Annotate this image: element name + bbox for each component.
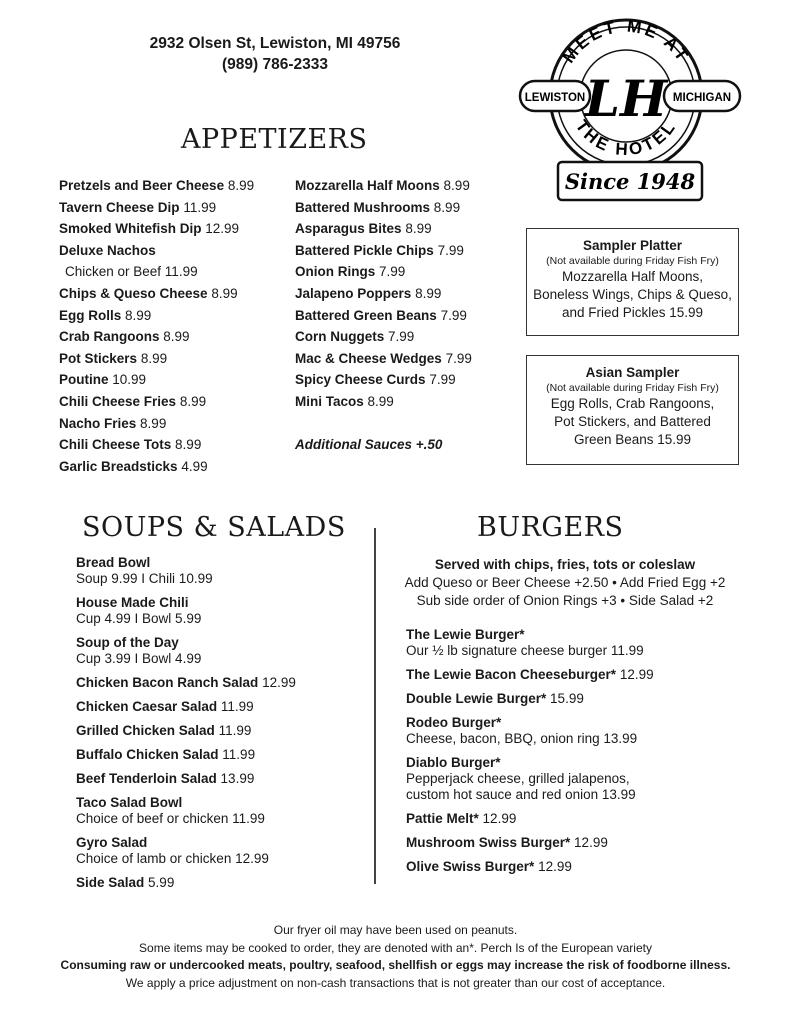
menu-item-line	[76, 723, 366, 739]
logo-monogram: LH	[584, 69, 668, 128]
logo-left-banner: LEWISTON	[524, 92, 586, 104]
menu-item	[406, 755, 746, 803]
menu-item	[59, 197, 289, 219]
menu-item-name: Double Lewie Burger*	[406, 691, 547, 706]
menu-item	[76, 747, 366, 763]
menu-item-name: Egg Rolls	[59, 307, 122, 323]
menu-item-name: Garlic Breadsticks	[59, 458, 178, 474]
menu-item	[76, 555, 366, 587]
menu-item-description: Our ½ lb signature cheese burger 11.99	[406, 643, 644, 658]
menu-item	[76, 795, 366, 827]
menu-item-price: 11.99	[220, 699, 254, 714]
sampler-platter-desc-3: and Fried Pickles 15.99	[561, 305, 704, 320]
sampler-platter-box	[526, 228, 739, 336]
menu-item	[295, 218, 520, 240]
menu-item-description: Choice of beef or chicken 11.99	[76, 811, 265, 826]
menu-item	[76, 699, 366, 715]
asian-sampler-note: (Not available during Friday Fish Fry)	[546, 382, 719, 394]
menu-item	[295, 283, 520, 305]
menu-item-price: Chicken or Beef 11.99	[65, 264, 198, 280]
menu-item	[76, 875, 366, 891]
menu-item-name: Side Salad	[76, 875, 145, 890]
asian-sampler-title: Asian Sampler	[585, 365, 680, 380]
menu-item-line	[406, 835, 746, 851]
menu-item	[76, 771, 366, 787]
menu-item	[76, 635, 366, 667]
restaurant-address-block	[120, 33, 430, 75]
menu-item-name: Chicken Bacon Ranch Salad	[76, 675, 259, 690]
menu-item-price: 8.99	[367, 393, 394, 409]
menu-item-price: 8.99	[175, 437, 202, 453]
menu-item-name: Battered Green Beans	[295, 307, 437, 323]
menu-item-name: Pretzels and Beer Cheese	[59, 178, 225, 193]
menu-item-price: 12.99	[205, 221, 240, 237]
menu-item-price: 8.99	[415, 285, 442, 301]
menu-item-description: Cup 3.99 I Bowl 4.99	[76, 651, 202, 666]
menu-item	[406, 691, 746, 707]
menu-item-name: Nacho Fries	[59, 415, 137, 431]
menu-item-price: 12.99	[574, 835, 608, 850]
menu-item	[76, 595, 366, 627]
menu-item-price: 7.99	[379, 264, 406, 280]
menu-item-price: 13.99	[220, 771, 255, 786]
menu-item-description: Cup 4.99 I Bowl 5.99	[76, 611, 202, 626]
menu-item-name: Corn Nuggets	[295, 329, 385, 345]
appetizers-right-column	[295, 175, 520, 455]
menu-item-price: 15.99	[550, 691, 584, 706]
menu-item-price: 8.99	[211, 285, 238, 301]
menu-item-description: Cheese, bacon, BBQ, onion ring 13.99	[406, 731, 638, 746]
footer-price-note: We apply a price adjustment on non-cash transactions that is not greater than our cost of acceptance.	[125, 975, 666, 990]
menu-item-line	[76, 555, 366, 571]
menu-item-name: The Lewie Burger*	[406, 627, 525, 642]
menu-item-name: Rodeo Burger*	[406, 715, 502, 730]
burgers-addons-line: Add Queso or Beer Cheese +2.50 • Add Fried Egg +2	[404, 575, 726, 590]
logo-since: Since 1948	[564, 169, 696, 194]
logo-emblem-icon	[518, 12, 744, 206]
soups-salads-list	[76, 555, 366, 899]
menu-item-price: 8.99	[443, 178, 470, 193]
menu-item	[295, 326, 520, 348]
appetizers-heading: APPETIZERS	[181, 124, 368, 155]
svg-text:MEET ME AT	[559, 17, 693, 67]
menu-item-price: 8.99	[179, 393, 207, 409]
sampler-platter-desc-2: Boneless Wings, Chips & Queso,	[533, 287, 732, 302]
menu-item-name: Battered Mushrooms	[295, 199, 431, 215]
menu-item-name: Chips & Queso Cheese	[59, 285, 208, 301]
menu-item-name: The Lewie Bacon Cheeseburger*	[406, 667, 617, 682]
menu-item	[59, 391, 289, 413]
logo-right-banner: MICHIGAN	[672, 92, 732, 104]
menu-item	[59, 175, 289, 197]
menu-item-name: Bread Bowl	[76, 555, 151, 570]
menu-item	[59, 218, 289, 240]
menu-item	[406, 715, 746, 747]
menu-item-name: Chili Cheese Fries	[59, 393, 177, 409]
appetizers-left-column	[59, 175, 289, 477]
burgers-sides-line: Served with chips, fries, tots or coleslaw	[434, 557, 696, 572]
restaurant-logo	[518, 12, 744, 206]
menu-item	[59, 434, 289, 456]
menu-item-name: Poutine	[59, 372, 109, 388]
menu-footer	[0, 922, 791, 992]
menu-item-description: Choice of lamb or chicken 12.99	[76, 851, 269, 866]
menu-item-name: Mac & Cheese Wedges	[295, 350, 442, 366]
menu-item-price: 5.99	[148, 875, 175, 890]
sampler-platter-desc-1: Mozzarella Half Moons,	[561, 269, 704, 284]
menu-item	[406, 811, 746, 827]
menu-item-price: 8.99	[433, 199, 461, 215]
menu-item	[76, 723, 366, 739]
asian-sampler-desc-1: Egg Rolls, Crab Rangoons,	[550, 396, 715, 411]
menu-item	[406, 667, 746, 683]
menu-item-price: 11.99	[218, 723, 252, 738]
menu-item-name: Diablo Burger*	[406, 755, 501, 770]
menu-item-price: 8.99	[140, 350, 168, 366]
menu-item-name: Gyro Salad	[76, 835, 148, 850]
additional-sauces-note: Additional Sauces +.50	[295, 436, 443, 452]
menu-item	[59, 326, 289, 348]
menu-item	[406, 859, 746, 875]
menu-item-price: 11.99	[222, 747, 256, 762]
sampler-platter-note: (Not available during Friday Fish Fry)	[546, 255, 719, 267]
menu-item-name: Olive Swiss Burger*	[406, 859, 535, 874]
menu-item-line	[406, 859, 746, 875]
sampler-platter-title: Sampler Platter	[582, 238, 683, 253]
menu-item	[295, 261, 520, 283]
menu-item-name: Mozzarella Half Moons	[295, 178, 440, 193]
logo-arc-top: MEET ME AT	[558, 16, 694, 67]
menu-item-line	[406, 667, 746, 683]
menu-item-name: Onion Rings	[295, 264, 376, 280]
menu-item-price: 8.99	[405, 221, 432, 237]
menu-item-price: 4.99	[181, 458, 208, 474]
street-address: 2932 Olsen St, Lewiston, MI 49756	[149, 35, 401, 52]
menu-item-price: 7.99	[440, 307, 467, 323]
burgers-intro	[380, 556, 750, 610]
menu-item-name: Pot Stickers	[59, 350, 138, 366]
menu-item-line	[406, 715, 746, 731]
menu-item	[59, 305, 289, 327]
menu-item-name: Crab Rangoons	[59, 329, 160, 345]
menu-item-name: Spicy Cheese Curds	[295, 372, 426, 388]
menu-item-price: 8.99	[227, 178, 255, 193]
menu-item-price: 11.99	[183, 199, 217, 215]
menu-item	[295, 369, 520, 391]
menu-item-line	[76, 635, 366, 651]
menu-item-name: Asparagus Bites	[295, 221, 402, 237]
menu-item-line	[406, 627, 746, 643]
column-divider	[374, 528, 376, 884]
menu-item	[59, 456, 289, 478]
menu-item-price: 8.99	[140, 415, 167, 431]
menu-item-price: 10.99	[112, 372, 147, 388]
menu-item-name: House Made Chili	[76, 595, 189, 610]
burgers-list	[406, 627, 746, 883]
menu-item-description: Soup 9.99 I Chili 10.99	[76, 571, 213, 586]
phone-number[interactable]: (989) 786-2333	[222, 56, 328, 73]
menu-item-name: Pattie Melt*	[406, 811, 479, 826]
menu-item-line	[76, 835, 366, 851]
menu-item-line	[76, 699, 366, 715]
menu-item-name: Jalapeno Poppers	[295, 285, 412, 301]
menu-item	[295, 197, 520, 219]
menu-item	[59, 283, 289, 305]
menu-item-line	[76, 675, 366, 691]
menu-item-name: Battered Pickle Chips	[295, 242, 434, 258]
menu-item	[76, 835, 366, 867]
menu-item-line	[76, 771, 366, 787]
menu-item-name: Mushroom Swiss Burger*	[406, 835, 571, 850]
menu-item-price: 8.99	[125, 307, 152, 323]
menu-item-name: Chili Cheese Tots	[59, 437, 172, 453]
menu-item	[295, 305, 520, 327]
menu-item-name: Soup of the Day	[76, 635, 179, 650]
asian-sampler-desc-3: Green Beans 15.99	[573, 432, 692, 447]
burgers-heading: BURGERS	[477, 512, 624, 543]
menu-item-price: 12.99	[538, 859, 572, 874]
menu-item-name: Tavern Cheese Dip	[59, 199, 180, 215]
menu-item	[406, 835, 746, 851]
footer-cooked-note: Some items may be cooked to order, they are denoted with an*. Perch Is of the European variety	[139, 940, 652, 955]
menu-item-price: 8.99	[163, 329, 190, 345]
menu-item-name: Taco Salad Bowl	[76, 795, 183, 810]
menu-item	[59, 413, 289, 435]
menu-item-name: Beef Tenderloin Salad	[76, 771, 217, 786]
menu-item-name: Mini Tacos	[295, 393, 364, 409]
menu-item	[76, 675, 366, 691]
menu-item-line	[76, 747, 366, 763]
menu-item-line	[76, 595, 366, 611]
menu-item-description: Pepperjack cheese, grilled jalapenos, custom hot sauce and red onion 13.99	[406, 771, 636, 802]
menu-item-price: 7.99	[388, 329, 415, 345]
asian-sampler-box	[526, 355, 739, 465]
menu-item-line	[406, 811, 746, 827]
menu-item	[295, 175, 520, 197]
menu-item-line	[76, 795, 366, 811]
menu-item-price: 7.99	[429, 372, 456, 388]
menu-item	[295, 391, 520, 413]
menu-item-name: Deluxe Nachos	[59, 242, 156, 258]
menu-item-name: Chicken Caesar Salad	[76, 699, 218, 714]
menu-item-price: 12.99	[262, 675, 296, 690]
menu-item	[59, 369, 289, 391]
asian-sampler-desc-2: Pot Stickers, and Battered	[554, 414, 711, 429]
menu-item-price: 12.99	[482, 811, 517, 826]
soups-salads-heading: SOUPS & SALADS	[82, 512, 346, 543]
menu-item	[295, 348, 520, 370]
menu-item	[295, 240, 520, 262]
menu-item-name: Buffalo Chicken Salad	[76, 747, 219, 762]
menu-item-price: 12.99	[619, 667, 654, 682]
menu-item-name: Smoked Whitefish Dip	[59, 221, 202, 237]
footer-health-warning: Consuming raw or undercooked meats, poultry, seafood, shellfish or eggs may increase the risk of foodborne illness.	[60, 958, 731, 972]
menu-item-line	[406, 691, 746, 707]
menu-item-name: Grilled Chicken Salad	[76, 723, 215, 738]
menu-item-price: 7.99	[437, 242, 464, 258]
menu-item	[406, 627, 746, 659]
menu-item	[59, 261, 289, 283]
burgers-subs-line: Sub side order of Onion Rings +3 • Side Salad +2	[416, 593, 714, 608]
menu-item-price: 7.99	[445, 350, 472, 366]
menu-item-line	[76, 875, 366, 891]
menu-item	[59, 348, 289, 370]
menu-item	[59, 240, 289, 262]
footer-peanut-note: Our fryer oil may have been used on peanuts.	[273, 923, 518, 937]
menu-item-line	[406, 755, 746, 771]
logo-arc-bottom: THE HOTEL	[571, 116, 681, 160]
